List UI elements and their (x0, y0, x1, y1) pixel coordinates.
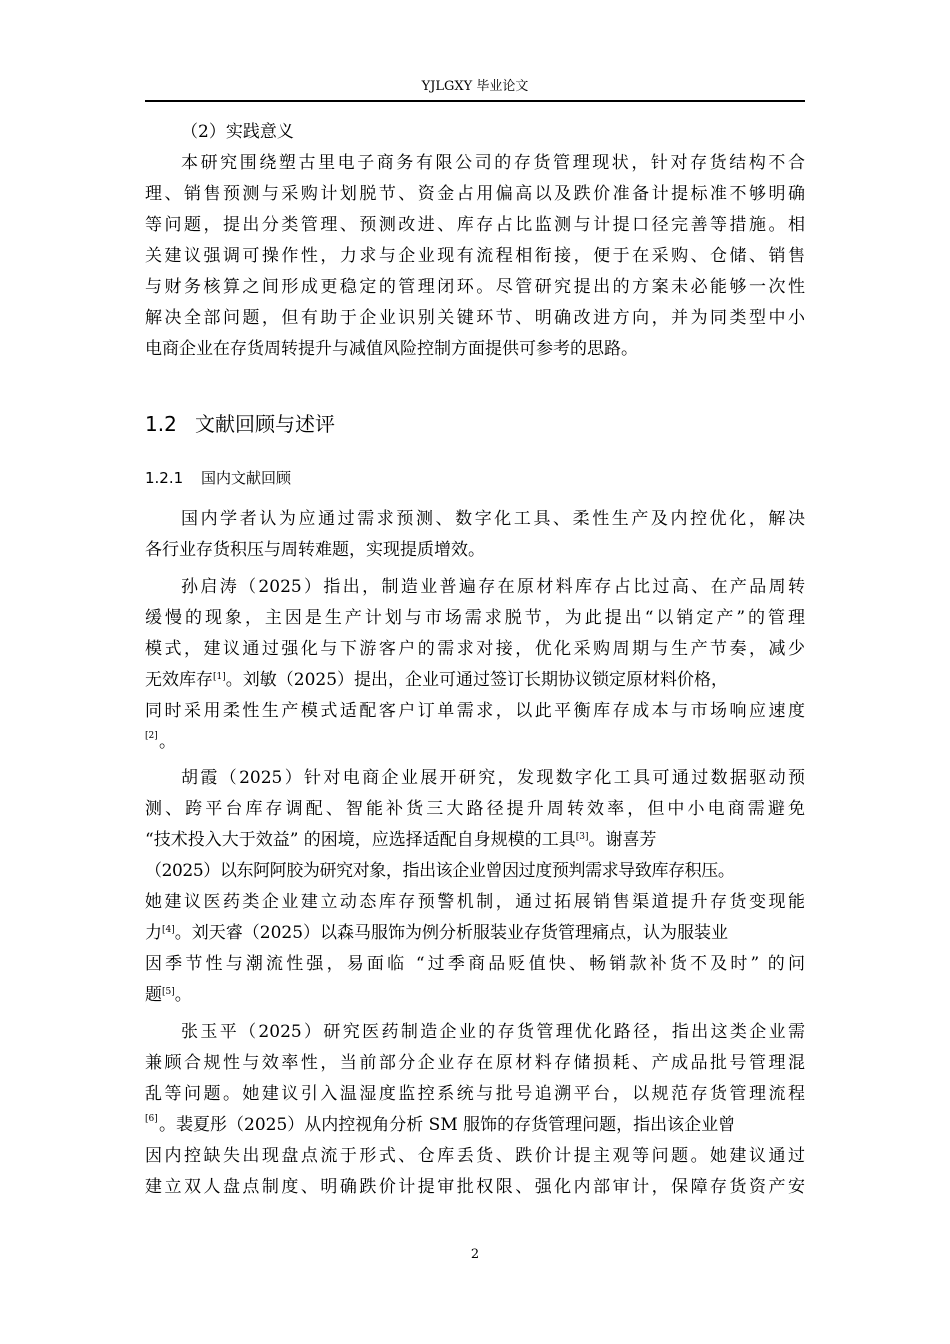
paragraph-line: 本研究围绕塑古里电子商务有限公司的存货管理现状，针对存货结构不合 (181, 153, 805, 173)
running-header: YJLGXY 毕业论文 (421, 79, 529, 94)
paragraph-line: （2025）以东阿阿胶为研究对象，指出该企业曾因过度预判需求导致库存积压。 (145, 861, 735, 881)
text-run: 。 (174, 985, 192, 1005)
paragraph-line (145, 826, 805, 854)
paragraph-line: 解决全部问题，但有助于企业识别关键环节、明确改进方向，并为同类型中小 (145, 308, 805, 328)
section-heading-1-2 (145, 410, 335, 438)
citation-ref: [6] (145, 1114, 158, 1124)
text-run: 。谢喜芳 (588, 830, 657, 850)
paragraph-line (145, 919, 728, 947)
text-run: 题 (145, 985, 162, 1005)
paragraph-line (145, 666, 728, 694)
text-run: 。 (159, 732, 176, 752)
citation-ref: [1] (213, 672, 226, 682)
section-number: 1.2 (145, 412, 177, 436)
paragraph-line: 电商企业在存货周转提升与减值风险控制方面提供可参考的思路。 (145, 339, 638, 359)
paragraph-line: 等问题，提出分类管理、预测改进、库存占比监测与计提口径完善等措施。相 (145, 215, 805, 235)
paragraph-line: 同时采用柔性生产模式适配客户订单需求，以此平衡库存成本与市场响应速度 (145, 701, 805, 721)
page-number: 2 (470, 1247, 480, 1262)
text-run: 。刘敏（2025）提出，企业可通过签订长期协议锁定原材料价格， (225, 670, 729, 690)
paragraph-line: 孙启涛（2025）指出，制造业普遍存在原材料库存占比过高、在产品周转 (181, 577, 805, 597)
citation-ref: [5] (162, 987, 175, 997)
paragraph-line: 张玉平（2025）研究医药制造企业的存货管理优化路径，指出这类企业需 (181, 1022, 805, 1042)
text-run: 。裴夏彤（2025）从内控视角分析 SM 服饰的存货管理问题，指出该企业曾 (159, 1115, 736, 1135)
paragraph-line: 与财务核算之间形成更稳定的管理闭环。尽管研究提出的方案未必能够一次性 (145, 277, 805, 297)
paragraph-line: 兼顾合规性与效率性，当前部分企业存在原材料存储损耗、产成品批号管理混 (145, 1053, 805, 1073)
paragraph-line: 测、跨平台库存调配、智能补货三大路径提升周转效率，但中小电商需避免 (145, 799, 805, 819)
paragraph-line: 因内控缺失出现盘点流于形式、仓库丢货、跌价计提主观等问题。她建议通过 (145, 1146, 805, 1166)
paragraph-line: 胡霞（2025）针对电商企业展开研究，发现数字化工具可通过数据驱动预 (181, 768, 805, 788)
header-rule (145, 100, 805, 102)
paragraph-line: 她建议医药类企业建立动态库存预警机制，通过拓展销售渠道提升存货变现能 (145, 892, 805, 912)
text-run: 。刘天睿（2025）以森马服饰为例分析服装业存货管理痛点，认为服装业 (174, 923, 729, 943)
text-run: “技术投入大于效益” 的困境，应选择适配自身规模的工具 (145, 830, 576, 850)
paragraph-line: 关建议强调可操作性，力求与企业现有流程相衔接，便于在采购、仓储、销售 (145, 246, 805, 266)
paragraph-line (145, 981, 192, 1009)
citation-ref: [4] (162, 925, 175, 935)
paragraph-line: 乱等问题。她建议引入温湿度监控系统与批号追溯平台，以规范存货管理流程 (145, 1084, 805, 1104)
paragraph-line (145, 1111, 735, 1139)
text-run: 力 (145, 923, 162, 943)
paragraph-line: 建立双人盘点制度、明确跌价计提审批权限、强化内部审计，保障存货资产安 (145, 1177, 805, 1197)
paragraph-line: 模式，建议通过强化与下游客户的需求对接，优化采购周期与生产节奏，减少 (145, 639, 805, 659)
citation-ref: [3] (575, 832, 589, 842)
paragraph-line: 国内学者认为应通过需求预测、数字化工具、柔性生产及内控优化，解决 (181, 509, 805, 529)
paragraph-line: 理、销售预测与采购计划脱节、资金占用偏高以及跌价准备计提标准不够明确 (145, 184, 805, 204)
paragraph-line: 缓慢的现象，主因是生产计划与市场需求脱节，为此提出“以销定产”的管理 (145, 608, 805, 628)
subsection-title: 国内文献回顾 (201, 469, 292, 487)
subsection-heading-practice: （2）实践意义 (181, 122, 294, 142)
section-title: 文献回顾与述评 (195, 412, 335, 436)
paragraph-line: 因季节性与潮流性强，易面临 “过季商品贬值快、畅销款补货不及时” 的问 (145, 954, 805, 974)
citation-ref: [2] (145, 731, 158, 741)
paragraph-line: 各行业存货积压与周转难题，实现提质增效。 (145, 540, 485, 560)
subsection-heading-1-2-1 (145, 464, 291, 492)
paragraph-line (145, 728, 176, 756)
subsection-number: 1.2.1 (145, 469, 184, 487)
text-run: 无效库存 (145, 670, 213, 690)
